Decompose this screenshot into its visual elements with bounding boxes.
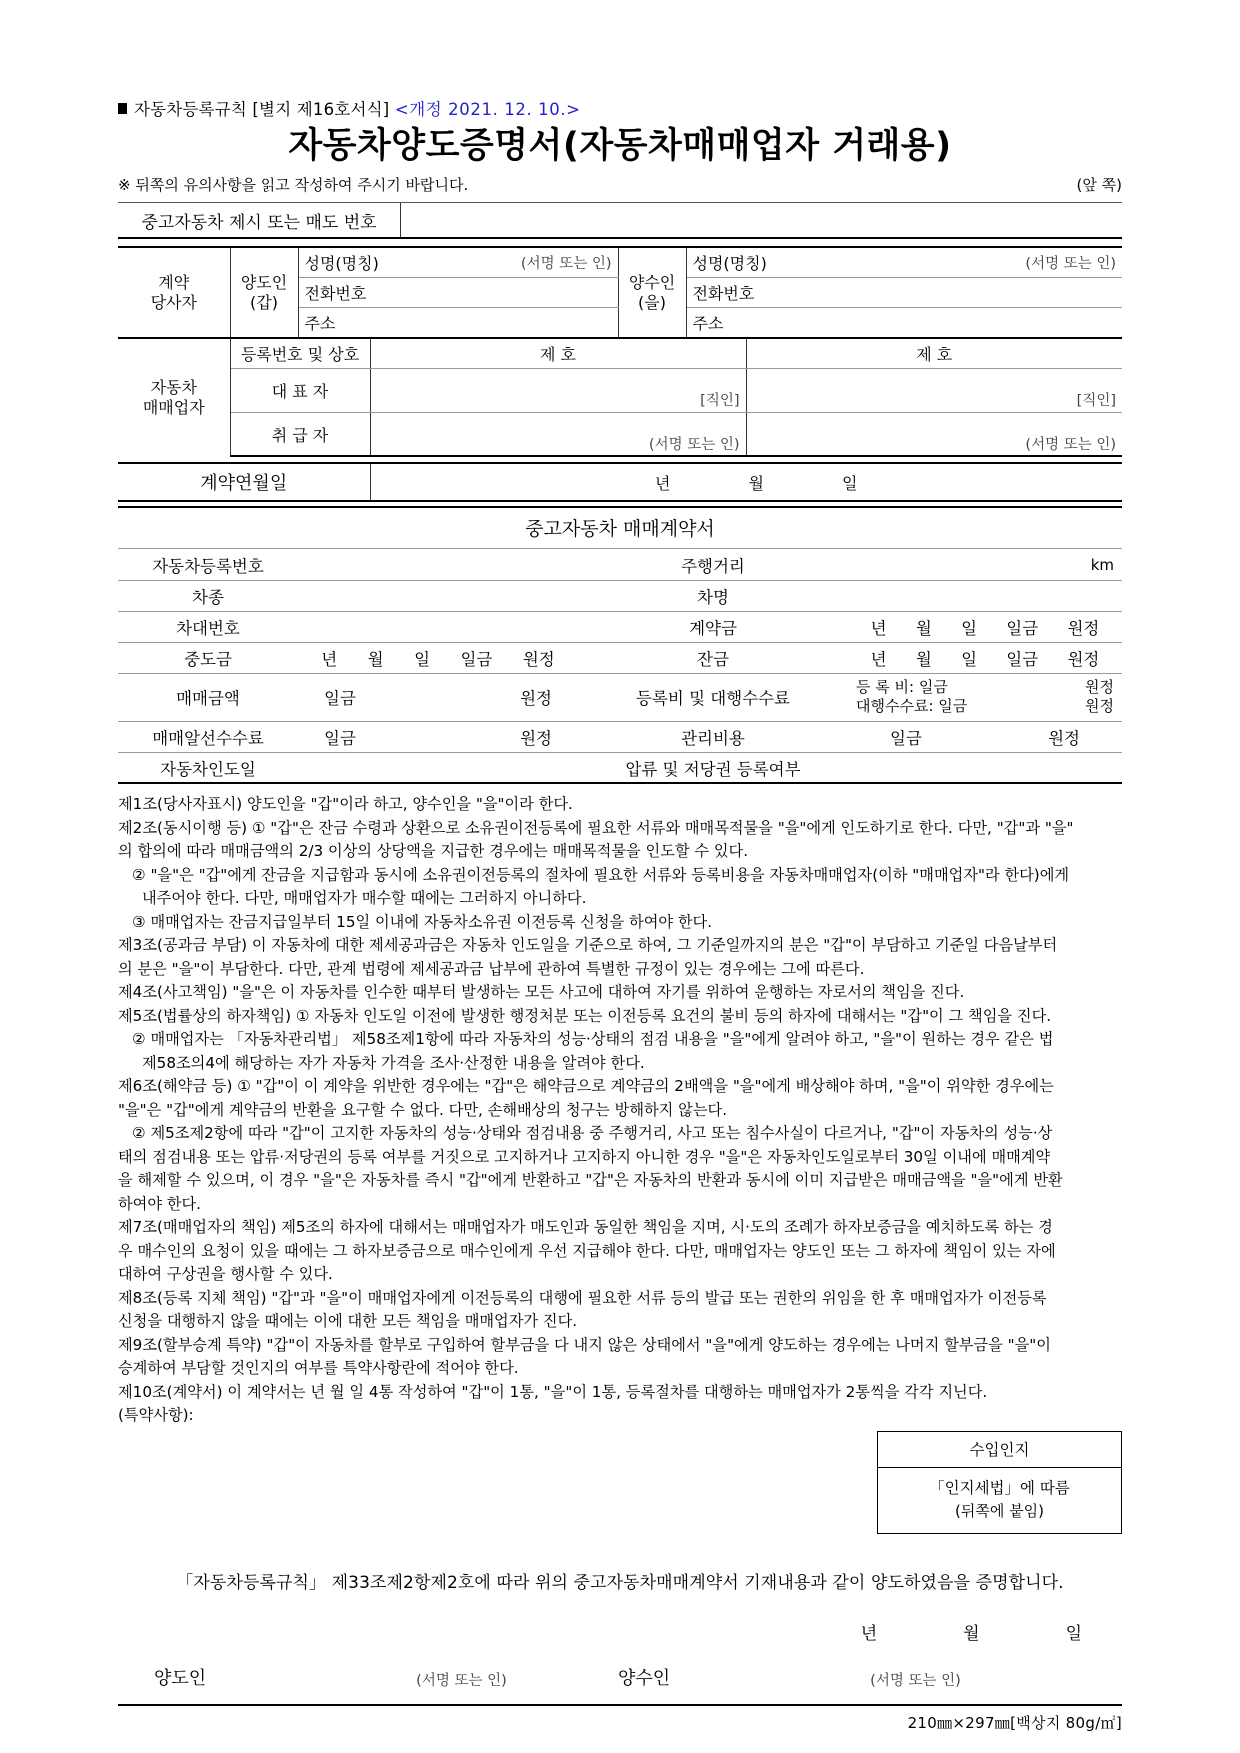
- balance-month: 월: [915, 649, 932, 669]
- brokerage-fee-ilgeum: 일금: [324, 728, 356, 748]
- detail-key-balance: 잔금: [578, 642, 848, 673]
- table-row: [118, 611, 1122, 642]
- sale-amount-ilgeum: 일금: [324, 689, 356, 709]
- dealer-representative-right-seal: [직인]: [1076, 393, 1116, 410]
- transferor-phone-label: 전화번호: [304, 283, 367, 303]
- clauses-section: [118, 793, 1122, 1427]
- detail-key-vehicle-regnum: 자동차등록번호: [118, 549, 298, 580]
- transferee-name-cell[interactable]: [686, 247, 1122, 277]
- transferor-address-label: 주소: [304, 314, 336, 333]
- agency-fee-unit: 원정: [1085, 697, 1114, 716]
- clause-line: ② "을"은 "갑"에게 잔금을 지급함과 동시에 소유권이전등록의 절차에 필요한 서류와 등록비용을 자동차매매업자(이하 "매매업자"라 한다)에게: [132, 865, 1070, 884]
- deposit-ilgeum: 일금: [1006, 618, 1039, 638]
- vehicle-details-table: [118, 549, 1122, 784]
- contract-date-label: 계약연월일: [118, 463, 370, 501]
- detail-value-balance[interactable]: [848, 642, 1122, 673]
- form-sheet: [118, 96, 1122, 1733]
- presentation-number-label: 중고자동차 제시 또는 매도 번호: [118, 203, 401, 237]
- detail-value-seizure-mortgage[interactable]: [848, 752, 1122, 783]
- stamp-body: [878, 1468, 1121, 1533]
- clause-line: 하여야 한다.: [118, 1194, 202, 1213]
- balance-day: 일: [961, 649, 978, 669]
- contract-band-title: 중고자동차 매매계약서: [118, 506, 1122, 549]
- dealer-regnum-right[interactable]: 제 호: [746, 338, 1122, 368]
- detail-key-sale-amount: 매매금액: [118, 673, 298, 721]
- deposit-day: 일: [961, 618, 978, 638]
- clause-line: 제1조(당사자표시) 양도인을 "갑"이라 하고, 양수인을 "을"이라 한다.: [118, 795, 573, 814]
- dealer-regnum-key: 등록번호 및 상호: [230, 338, 370, 368]
- transferor-sub: (갑): [250, 292, 278, 312]
- clause-line: 대하여 구상권을 행사할 수 있다.: [118, 1265, 333, 1284]
- closing-transferor-signature-note: (서명 또는 인): [416, 1672, 507, 1689]
- clause-line: 제5조(법률상의 하자책임) ① 자동차 인도일 이전에 발생한 행정처분 또는 이전등록 요건의 불비 등의 하자에 대해서는 "갑"이 그 책임을 진다.: [118, 1006, 1052, 1025]
- dealer-representative-key: 대 표 자: [230, 368, 370, 412]
- detail-key-mileage: 주행거리: [578, 549, 848, 580]
- dealer-handler-left[interactable]: [370, 412, 746, 456]
- transferor-signature-block[interactable]: [118, 1664, 618, 1690]
- contract-date-year: 년: [655, 473, 671, 493]
- dealer-representative-left[interactable]: [370, 368, 746, 412]
- closing-day: 일: [1065, 1623, 1082, 1644]
- interim-year: 년: [321, 649, 338, 669]
- clause-line: 제6조(해약금 등) ① "갑"이 이 계약을 위반한 경우에는 "갑"은 해약금으로 계약금의 2배액을 "을"에게 배상해야 하며, "을"이 위약한 경우에는: [118, 1077, 1054, 1096]
- clause-line: 태의 점검내용 또는 압류·저당권의 등록 여부를 거짓으로 고지하거나 고지하지 아니한 경우 "을"은 자동차인도일로부터 30일 이내에 매매계약: [118, 1147, 1051, 1166]
- signature-row: [118, 1664, 1122, 1690]
- registration-fee-unit: 원정: [1085, 678, 1114, 697]
- clause-line: ② 제5조제2항에 따라 "갑"이 고지한 자동차의 성능·상태와 점검내용 중 주행거리, 사고 또는 침수사실이 다르거나, "갑"이 자동차의 성능·상: [132, 1124, 1053, 1143]
- table-row: [118, 673, 1122, 721]
- transferee-address-cell[interactable]: [686, 307, 1122, 337]
- notice-text: ※ 뒤쪽의 유의사항을 읽고 작성하여 주시기 바랍니다.: [118, 176, 469, 195]
- closing-statement: 「자동차등록규칙」 제33조제2항제2호에 따라 위의 중고자동차매매계약서 기재내용과 같이 양도하였음을 증명합니다.: [176, 1572, 1064, 1593]
- contract-date-month: 월: [748, 473, 764, 493]
- transferee-name-label: 성명(명칭): [692, 254, 767, 273]
- dealer-regnum-left[interactable]: 제 호: [370, 338, 746, 368]
- interim-day: 일: [414, 649, 431, 669]
- deposit-month: 월: [915, 618, 932, 638]
- closing-transferee-label: 양수인: [618, 1667, 671, 1689]
- deposit-wonjeong: 원정: [1067, 618, 1100, 638]
- detail-value-deposit[interactable]: [848, 611, 1122, 642]
- detail-key-vehicle-name: 차명: [578, 580, 848, 611]
- revenue-stamp-box: [877, 1431, 1122, 1534]
- transferor-name-signature-note: (서명 또는 인): [520, 256, 612, 272]
- interim-ilgeum: 일금: [460, 649, 493, 669]
- dealer-handler-right[interactable]: [746, 412, 1122, 456]
- transferor-name-label: 성명(명칭): [304, 254, 379, 273]
- management-cost-wonjeong: 원정: [1048, 728, 1080, 748]
- transferee-sub: (을): [638, 292, 666, 312]
- detail-value-registration-fee[interactable]: [848, 673, 1122, 721]
- presentation-number-bar: [118, 202, 1122, 239]
- transferee-label: [618, 247, 686, 337]
- page-title: 자동차양도증명서(자동차매매업자 거래용): [288, 126, 952, 166]
- stamp-attach-text: (뒤쪽에 붙임): [955, 1502, 1044, 1520]
- transferor-title: 양도인: [240, 272, 288, 292]
- clause-line: 제7조(매매업자의 책임) 제5조의 하자에 대해서는 매매업자가 매도인과 동일한 책임을 지며, 시·도의 조례가 하자보증금을 예치하도록 하는 경: [118, 1218, 1053, 1237]
- detail-key-registration-fee: 등록비 및 대행수수료: [578, 673, 848, 721]
- clause-line: 우 매수인의 요청이 있을 때에는 그 하자보증금으로 매수인에게 우선 지급해야 한다. 다만, 매매업자는 양도인 또는 그 하자에 책임이 있는 자에: [118, 1241, 1056, 1260]
- transferee-phone-label: 전화번호: [692, 283, 755, 303]
- clause-line: (특약사항):: [118, 1406, 194, 1425]
- agency-fee-label: 대행수수료: 일금: [856, 697, 968, 716]
- detail-value-mileage[interactable]: [848, 549, 1122, 580]
- detail-key-vehicle-type: 차종: [118, 580, 298, 611]
- clause-line: 신청을 대행하지 않을 때에는 이에 대한 모든 책임을 매매업자가 진다.: [118, 1312, 578, 1331]
- regulation-text: 자동차등록규칙 [별지 제16호서식]: [134, 100, 390, 119]
- detail-value-vehicle-regnum[interactable]: [298, 549, 578, 580]
- table-row: [118, 721, 1122, 752]
- clause-line: 의 합의에 따라 매매금액의 2/3 이상의 상당액을 지급한 경우에는 매매목적물을 인도할 수 있다.: [118, 842, 749, 861]
- clause-line: 제9조(할부승계 특약) "갑"이 자동차를 할부로 구입하여 할부금을 다 내지 않은 상태에서 "을"에게 양도하는 경우에는 나머지 할부금을 "을"이: [118, 1335, 1051, 1354]
- clause-line: 내주어야 한다. 다만, 매매업자가 매수할 때에는 그러하지 아니하다.: [142, 889, 587, 908]
- paper-spec: 210㎜×297㎜[백상지 80g/㎡]: [907, 1713, 1122, 1732]
- deposit-year: 년: [870, 618, 887, 638]
- transferor-label: [230, 247, 298, 337]
- dealer-row-label: 자동차 매매업자: [118, 338, 230, 456]
- clause-line: ② 매매업자는 「자동차관리법」 제58조제1항에 따라 자동차의 성능·상태의 점검 내용을 "을"에게 알려야 하고, "을"이 원하는 경우 같은 법: [132, 1030, 1054, 1049]
- sale-amount-wonjeong: 원정: [520, 689, 552, 709]
- detail-value-vehicle-name[interactable]: [848, 580, 1122, 611]
- contract-date-table: [118, 462, 1122, 502]
- parties-table: [118, 246, 1122, 337]
- brokerage-fee-wonjeong: 원정: [520, 728, 552, 748]
- detail-value-interim-payment[interactable]: [298, 642, 578, 673]
- transferor-address-cell[interactable]: [298, 307, 618, 337]
- clause-line: 제3조(공과금 부담) 이 자동차에 대한 제세공과금은 자동차 인도일을 기준으로 하여, 그 기준일까지의 분은 "갑"이 부담하고 기준일 다음날부터: [118, 936, 1058, 955]
- clause-line: 제4조(사고책임) "을"은 이 자동차를 인수한 때부터 발생하는 모든 사고에 대하여 자기를 위하여 운행하는 자로서의 책임을 진다.: [118, 983, 965, 1002]
- clause-line: 제10조(계약서) 이 계약서는 년 월 일 4통 작성하여 "갑"이 1통, "을"이 1통, 등록절차를 대행하는 매매업자가 2통씩을 각각 지닌다.: [118, 1382, 988, 1401]
- dealer-representative-right[interactable]: [746, 368, 1122, 412]
- closing-transferee-signature-note: (서명 또는 인): [870, 1672, 961, 1689]
- detail-value-vehicle-type[interactable]: [298, 580, 578, 611]
- contract-date-day: 일: [841, 473, 858, 493]
- balance-wonjeong: 원정: [1067, 649, 1100, 669]
- clause-line: 을 해제할 수 있으며, 이 경우 "을"은 자동차를 즉시 "갑"에게 반환하고 "갑"은 자동차의 반환과 동시에 이미 지급받은 매매금액을 "을"에게 반환: [118, 1171, 1063, 1190]
- transferee-address-label: 주소: [692, 314, 724, 333]
- transferee-signature-block[interactable]: [618, 1664, 1122, 1690]
- table-row: [118, 580, 1122, 611]
- regulation-line: [118, 96, 1122, 120]
- contract-date-fields[interactable]: [370, 463, 1122, 501]
- balance-year: 년: [870, 649, 887, 669]
- detail-value-brokerage-fee[interactable]: [298, 721, 578, 752]
- closing-transferor-label: 양도인: [154, 1667, 207, 1689]
- clause-line: "을"은 "갑"에게 계약금의 반환을 요구할 수 없다. 다만, 손해배상의 청구는 방해하지 않는다.: [118, 1100, 728, 1119]
- transferee-name-signature-note: (서명 또는 인): [1025, 256, 1116, 272]
- balance-ilgeum: 일금: [1006, 649, 1039, 669]
- closing-month: 월: [963, 1623, 980, 1644]
- dealer-representative-left-seal: [직인]: [700, 393, 740, 410]
- table-row: [118, 752, 1122, 783]
- detail-value-management-cost[interactable]: [848, 721, 1122, 752]
- clause-line: ③ 매매업자는 잔금지급일부터 15일 이내에 자동차소유권 이전등록 신청을 하여야 한다.: [132, 912, 713, 931]
- stamp-law-text: 「인지세법」에 따름: [929, 1478, 1070, 1497]
- transferee-phone-cell[interactable]: [686, 277, 1122, 307]
- clause-line: 의 분은 "을"이 부담한다. 다만, 관계 법령에 제세공과금 납부에 관하여 특별한 규정이 있는 경우에는 그에 따른다.: [118, 959, 865, 978]
- detail-key-seizure-mortgage: 압류 및 저당권 등록여부: [578, 752, 848, 783]
- clause-line: 제8조(등록 지체 책임) "갑"과 "을"이 매매업자에게 이전등록의 대행에 필요한 서류 등의 발급 또는 권한의 위임을 한 후 매매업자가 이전등록: [118, 1288, 1047, 1307]
- mileage-unit: km: [1090, 556, 1114, 574]
- detail-key-brokerage-fee: 매매알선수수료: [118, 721, 298, 752]
- detail-key-management-cost: 관리비용: [578, 721, 848, 752]
- clause-line: 승계하여 부담할 것인지의 여부를 특약사항란에 적어야 한다.: [118, 1359, 519, 1378]
- table-row: [118, 642, 1122, 673]
- detail-value-delivery-date[interactable]: [298, 752, 578, 783]
- closing-year: 년: [860, 1623, 878, 1644]
- transferor-name-cell[interactable]: [298, 247, 618, 277]
- dealer-table: [118, 337, 1122, 457]
- clause-line: 제58조의4에 해당하는 자가 자동차 가격을 조사·산정한 내용을 알려야 한다.: [142, 1053, 645, 1072]
- management-cost-ilgeum: 일금: [890, 728, 922, 748]
- transferee-title: 양수인: [628, 272, 676, 292]
- presentation-number-field[interactable]: [401, 203, 1122, 237]
- detail-key-deposit: 계약금: [578, 611, 848, 642]
- detail-key-chassis-number: 차대번호: [118, 611, 298, 642]
- detail-value-chassis-number[interactable]: [298, 611, 578, 642]
- closing-date-line[interactable]: [118, 1619, 1122, 1644]
- dealer-handler-left-signature-note: (서명 또는 인): [648, 436, 740, 453]
- dealer-handler-right-signature-note: (서명 또는 인): [1025, 436, 1116, 453]
- parties-row-label: 계약 당사자: [118, 247, 230, 337]
- detail-value-sale-amount[interactable]: [298, 673, 578, 721]
- bullet-square-icon: [118, 103, 127, 114]
- interim-wonjeong: 원정: [522, 649, 555, 669]
- table-row: [118, 549, 1122, 580]
- registration-fee-label: 등 록 비: 일금: [856, 678, 948, 697]
- page-mark: (앞 쪽): [1076, 176, 1122, 195]
- clause-line: 제2조(동시이행 등) ① "갑"은 잔금 수령과 상환으로 소유권이전등록에 필요한 서류와 매매목적물을 "을"에게 인도하기로 한다. 다만, "갑"과 "을": [118, 818, 1074, 837]
- detail-key-interim-payment: 중도금: [118, 642, 298, 673]
- transferor-phone-cell[interactable]: [298, 277, 618, 307]
- stamp-title: 수입인지: [878, 1432, 1121, 1468]
- notice-row: [118, 174, 1122, 195]
- amendment-text: <개정 2021. 12. 10.>: [394, 100, 581, 119]
- interim-month: 월: [367, 649, 384, 669]
- dealer-handler-key: 취 급 자: [230, 412, 370, 456]
- detail-key-delivery-date: 자동차인도일: [118, 752, 298, 783]
- stamp-box-wrapper: [118, 1431, 1122, 1534]
